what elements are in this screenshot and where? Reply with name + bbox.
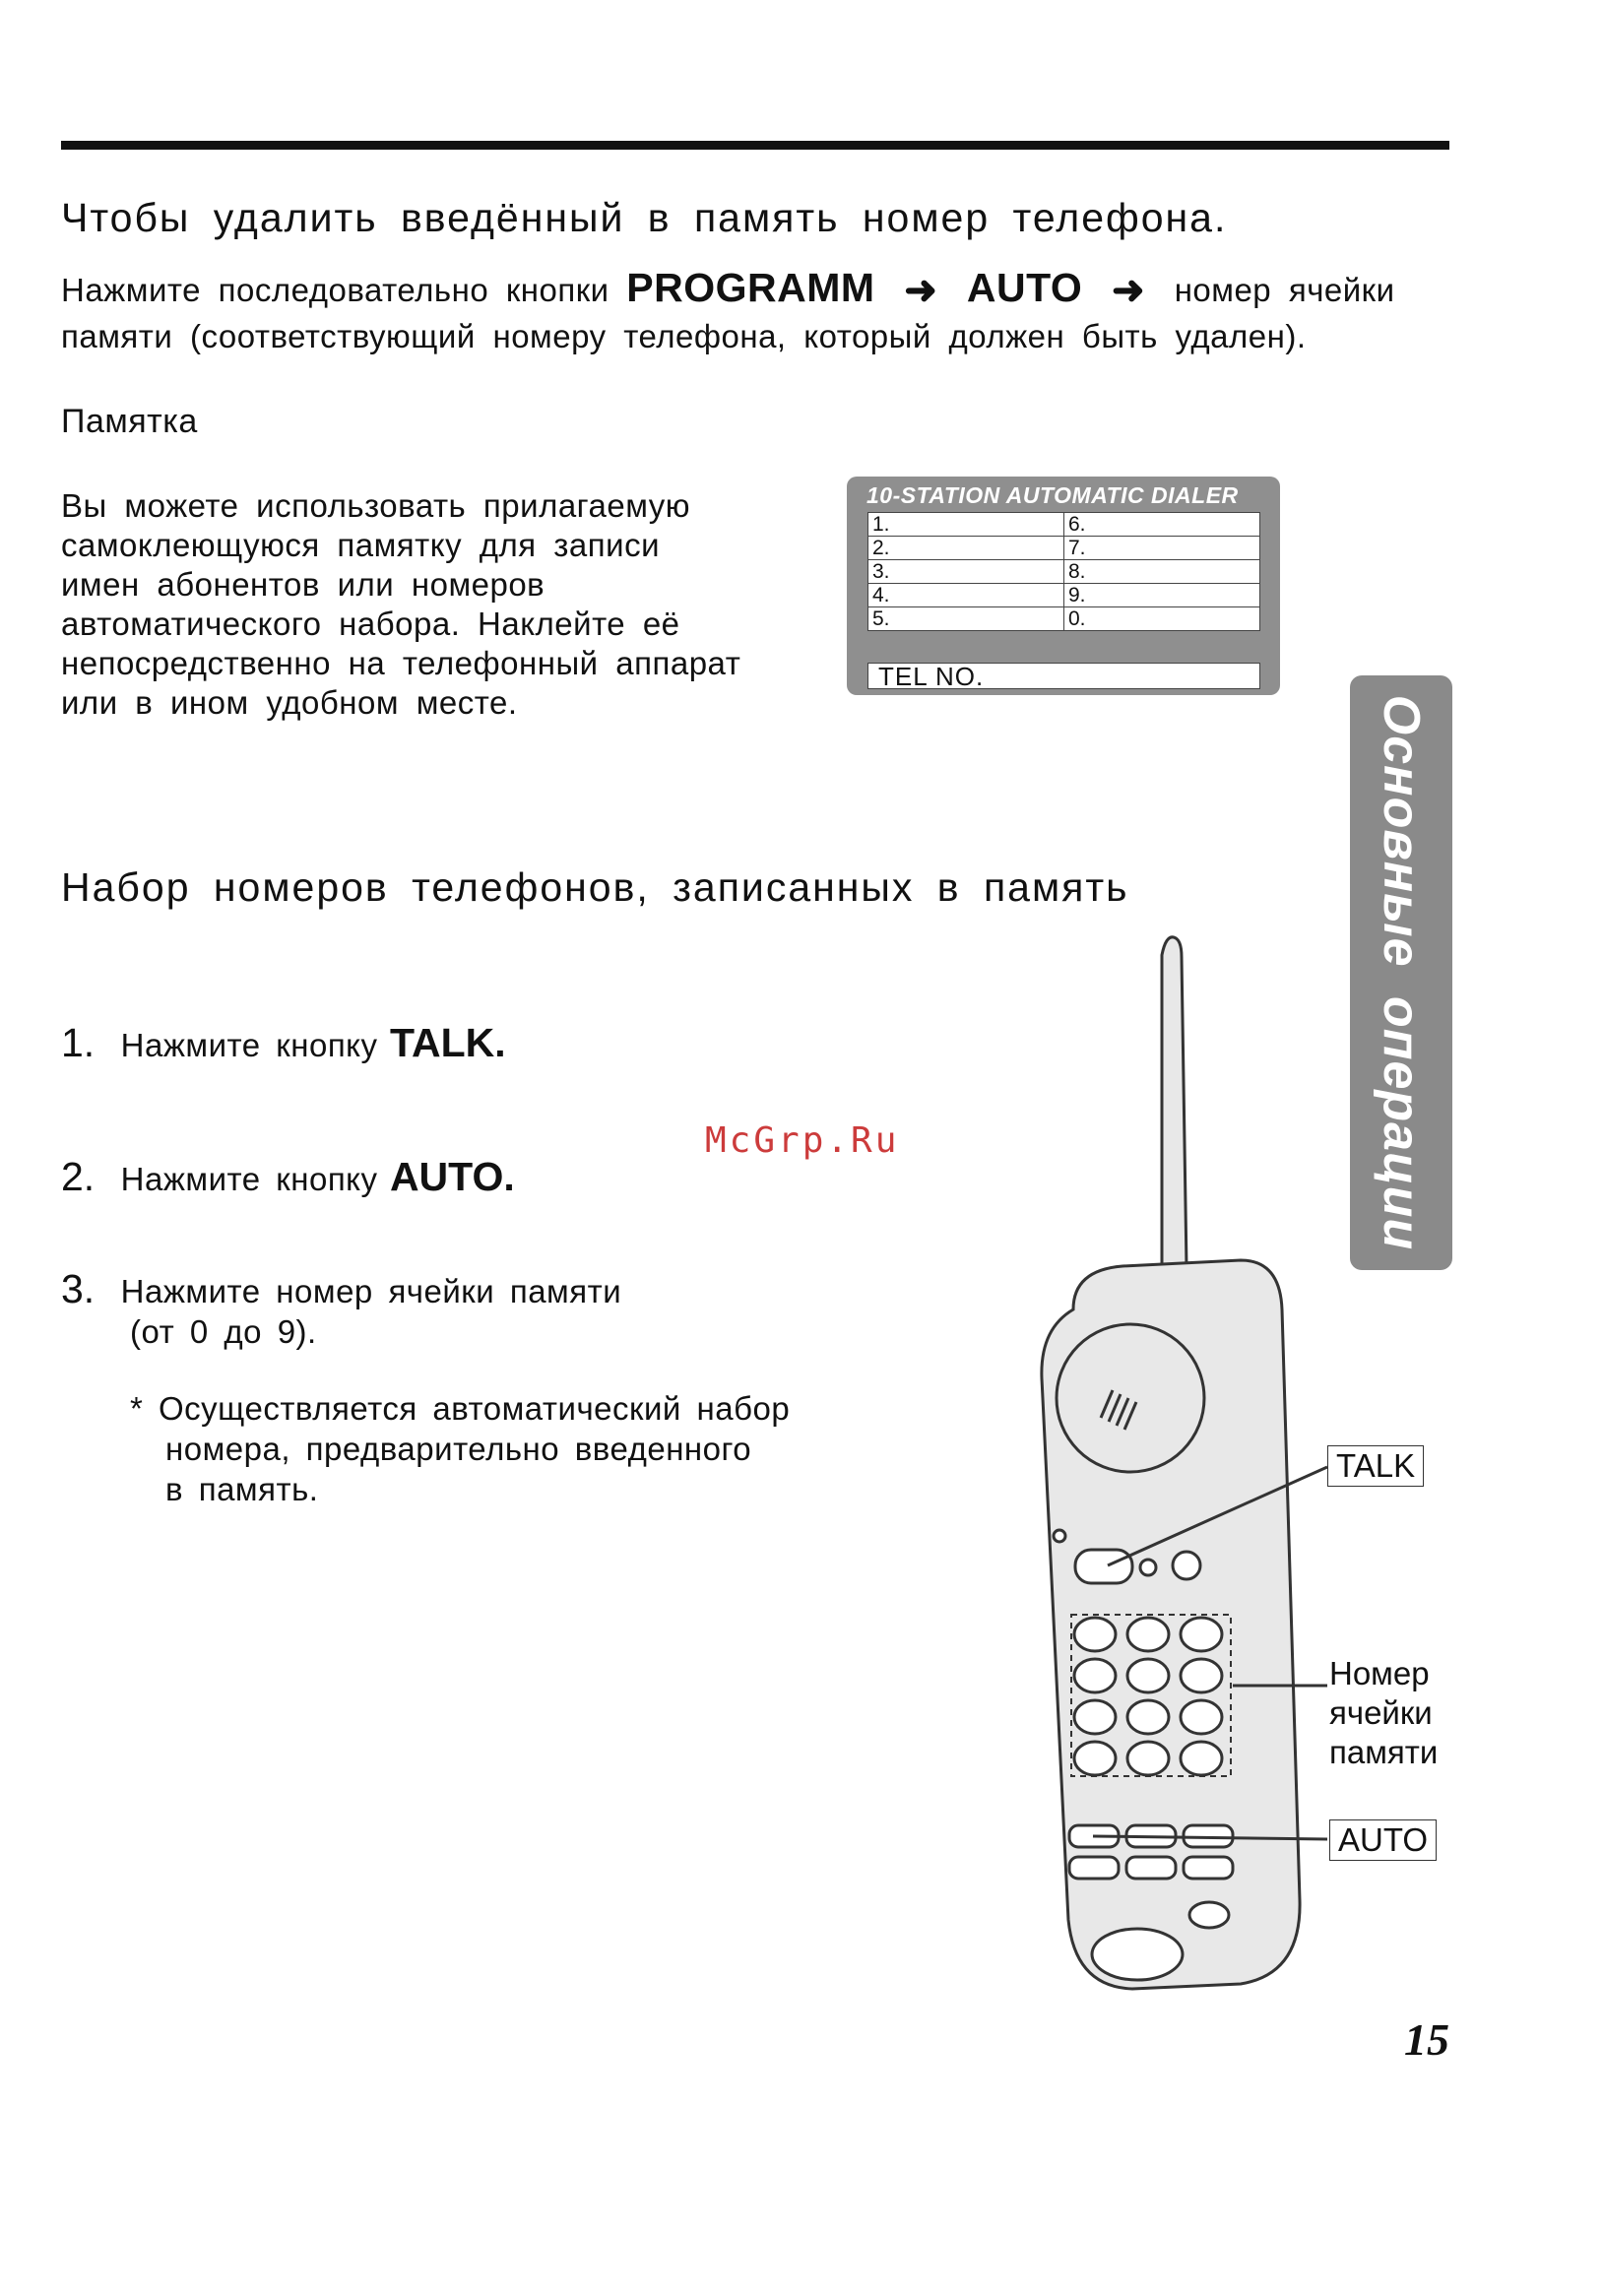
handset-illustration	[1014, 935, 1329, 2038]
memo-cell: 2.	[868, 537, 1064, 560]
memo-text-line: имен абонентов или номеров	[61, 566, 545, 603]
keypad-key	[1074, 1618, 1116, 1651]
section-heading-delete: Чтобы удалить введённый в память номер телефона.	[61, 195, 1228, 240]
top-rule	[61, 141, 1449, 150]
section-heading-dial: Набор номеров телефонов, записанных в память	[61, 864, 1129, 910]
memo-text	[61, 486, 740, 723]
memo-text-line: или в ином удобном месте.	[61, 684, 518, 721]
step-text: Нажмите номер ячейки памяти	[120, 1273, 622, 1309]
step-3	[61, 1266, 621, 1312]
arrow-right-icon: ➜	[904, 269, 938, 312]
step-text: Нажмите кнопку	[120, 1161, 378, 1197]
keypad-key	[1074, 1700, 1116, 1734]
memo-text-line: автоматического набора. Наклейте её	[61, 606, 680, 642]
keypad-key	[1181, 1618, 1222, 1651]
note-line: * Осуществляется автоматический набор	[130, 1390, 791, 1427]
function-key	[1189, 1902, 1229, 1928]
step-note	[130, 1388, 790, 1509]
table-row	[868, 560, 1260, 584]
small-key	[1140, 1560, 1156, 1575]
instruction-prefix: Нажмите последовательно кнопки	[61, 272, 609, 308]
callout-memory-cell	[1329, 1654, 1438, 1772]
delete-instruction-line1	[61, 265, 1395, 312]
function-key	[1184, 1857, 1233, 1879]
table-row	[868, 607, 1260, 631]
memo-cell: 0.	[1064, 607, 1260, 631]
page-number: 15	[1404, 2014, 1449, 2065]
table-row	[868, 513, 1260, 537]
function-key	[1126, 1857, 1176, 1879]
step-key: TALK.	[389, 1020, 506, 1065]
memo-cell: 8.	[1064, 560, 1260, 584]
key-program-label: PROGRAMM	[626, 265, 875, 310]
memo-text-line: непосредственно на телефонный аппарат	[61, 645, 741, 681]
step-number: 3.	[61, 1266, 96, 1311]
talk-key	[1075, 1550, 1132, 1583]
memo-card-table	[867, 512, 1260, 631]
keypad-key	[1074, 1742, 1116, 1775]
memo-card-tel: TEL NO.	[867, 663, 1260, 689]
delete-instruction-line2: памяти (соответствующий номеру телефона, который должен быть удален).	[61, 318, 1307, 354]
keypad-key	[1181, 1700, 1222, 1734]
callout-memory-line: Номер	[1329, 1655, 1430, 1691]
callout-memory-line: ячейки	[1329, 1694, 1433, 1731]
keypad-key	[1127, 1618, 1169, 1651]
section-side-tab	[1350, 675, 1452, 1270]
step-3-range: (от 0 до 9).	[130, 1313, 317, 1350]
table-row	[868, 584, 1260, 607]
earpiece	[1057, 1324, 1204, 1472]
memo-cell: 3.	[868, 560, 1064, 584]
memo-text-line: самоклеющуюся памятку для записи	[61, 527, 661, 563]
memo-cell: 4.	[868, 584, 1064, 607]
callout-talk: TALK	[1327, 1445, 1424, 1487]
step-2	[61, 1154, 515, 1200]
memo-card-title: 10-STATION AUTOMATIC DIALER	[866, 482, 1239, 508]
note-line: в память.	[165, 1471, 319, 1507]
callout-memory-line: памяти	[1329, 1734, 1439, 1770]
keypad-key	[1181, 1742, 1222, 1775]
keypad-key	[1127, 1742, 1169, 1775]
step-1	[61, 1020, 506, 1066]
memo-cell: 7.	[1064, 537, 1260, 560]
keypad-key	[1127, 1659, 1169, 1692]
step-text: Нажмите кнопку	[120, 1027, 378, 1063]
note-line: номера, предварительно введенного	[165, 1431, 752, 1467]
keypad-key	[1127, 1700, 1169, 1734]
round-key	[1173, 1552, 1200, 1579]
callout-auto: AUTO	[1329, 1819, 1437, 1861]
keypad-key	[1074, 1659, 1116, 1692]
side-tab-label: Основные операции	[1373, 694, 1430, 1251]
watermark: McGrp.Ru	[705, 1120, 900, 1161]
memo-cell: 6.	[1064, 513, 1260, 537]
memo-cell: 9.	[1064, 584, 1260, 607]
table-row	[868, 537, 1260, 560]
step-number: 1.	[61, 1020, 96, 1065]
step-number: 2.	[61, 1154, 96, 1199]
function-key	[1069, 1857, 1119, 1879]
memo-card	[847, 477, 1280, 695]
microphone-grille	[1092, 1929, 1183, 1980]
memo-cell: 5.	[868, 607, 1064, 631]
arrow-right-icon: ➜	[1112, 269, 1146, 312]
keypad-key	[1181, 1659, 1222, 1692]
key-auto-label: AUTO	[966, 265, 1083, 310]
step-key: AUTO.	[389, 1154, 515, 1199]
memo-cell: 1.	[868, 513, 1064, 537]
memo-heading: Памятка	[61, 403, 198, 440]
memo-text-line: Вы можете использовать прилагаемую	[61, 487, 691, 524]
indicator-light	[1054, 1530, 1065, 1542]
instruction-suffix: номер ячейки	[1174, 272, 1395, 308]
